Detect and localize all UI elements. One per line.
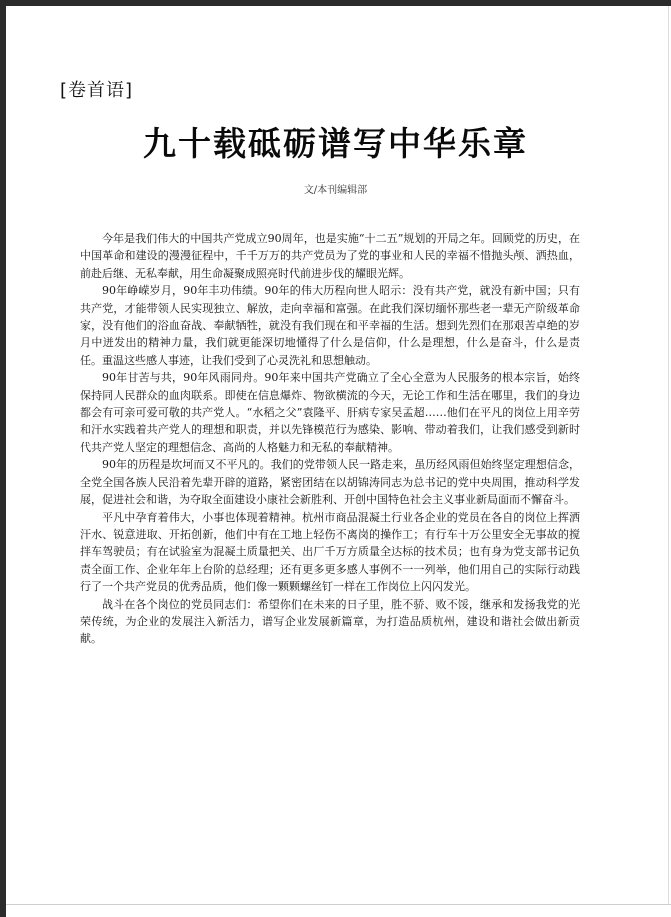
article-body	[80, 230, 580, 648]
paragraph: 90年峥嵘岁月，90年丰功伟绩。90年的伟大历程向世人昭示：没有共产党，就没有新中国；只有共产党，才能带领人民实现独立、解放，走向幸福和富强。在此我们深切缅怀那些老一辈无产阶级革命家，没有他们的浴血奋战、奉献牺牲，就没有我们现在和平幸福的生活。想到先烈们在那艰苦卓绝的岁月中迸发出的精神力量，我们就更能深切地懂得了什么是信仰，什么是理想，什么是奋斗，什么是责任。重温这些感人事迹，让我们受到了心灵洗礼和思想触动。	[80, 284, 580, 367]
paragraph: 战斗在各个岗位的党员同志们：希望你们在未来的日子里，胜不骄、败不馁，继承和发扬我党的光荣传统，为企业的发展注入新活力，谱写企业发展新篇章，为打造品质杭州，建设和谐社会做出新贡献。	[80, 597, 580, 646]
author-byline: 文/本刊编辑部	[303, 185, 368, 196]
paragraph: 90年甘苦与共，90年风雨同舟。90年来中国共产党确立了全心全意为人民服务的根本宗旨，始终保持同人民群众的血肉联系。即使在信息爆炸、物欲横流的今天，无论工作和生活在哪里，我们的身边都会有可亲可爱可敬的共产党人。“水稻之父”袁隆平、肝病专家吴孟超……他们在平凡的岗位上用辛劳和汗水实践着共产党人的理想和职责，并以先锋模范行为感染、影响、带动着我们，让我们感受到新时代共产党人坚定的理想信念、高尚的人格魅力和无私的奉献精神。	[80, 371, 580, 454]
section-label: [卷首语]	[60, 80, 134, 101]
article-title: 九十载砥砺谱写中华乐章	[143, 124, 528, 163]
page-frame-top	[0, 0, 671, 6]
paragraph: 90年的历程是坎坷而又不平凡的。我们的党带领人民一路走来，虽历经风雨但始终坚定理想信念，全党全国各族人民沿着先辈开辟的道路，紧密团结在以胡锦涛同志为总书记的党中央周围，推动科学发展，促进社会和谐，为夺取全面建设小康社会新胜利、开创中国特色社会主义事业新局面而不懈奋斗。	[80, 458, 580, 507]
page-edge-bottom	[6, 904, 671, 905]
paragraph: 平凡中孕育着伟大，小事也体现着精神。杭州市商品混凝土行业各企业的党员在各自的岗位上挥洒汗水、锐意进取、开拓创新，他们中有在工地上轻伤不离岗的操作工；有行车十万公里安全无事故的搅拌车驾驶员；有在试验室为混凝土质量把关、出厂千万方质量全达标的技术员；也有身为党支部书记负责全面工作、企业年年上台阶的总经理；还有更多更多感人事例不一一列举，他们用自己的实际行动践行了一个共产党员的优秀品质，他们像一颗颗螺丝钉一样在工作岗位上闪闪发光。	[80, 510, 580, 594]
paragraph: 今年是我们伟大的中国共产党成立90周年，也是实施“十二五”规划的开局之年。回顾党的历史，在中国革命和建设的漫漫征程中，千千万万的共产党员为了党的事业和人民的幸福不惜抛头颅、洒热血，前赴后继、无私奉献，用生命凝聚成照亮时代前进步伐的耀眼光辉。	[80, 232, 580, 280]
